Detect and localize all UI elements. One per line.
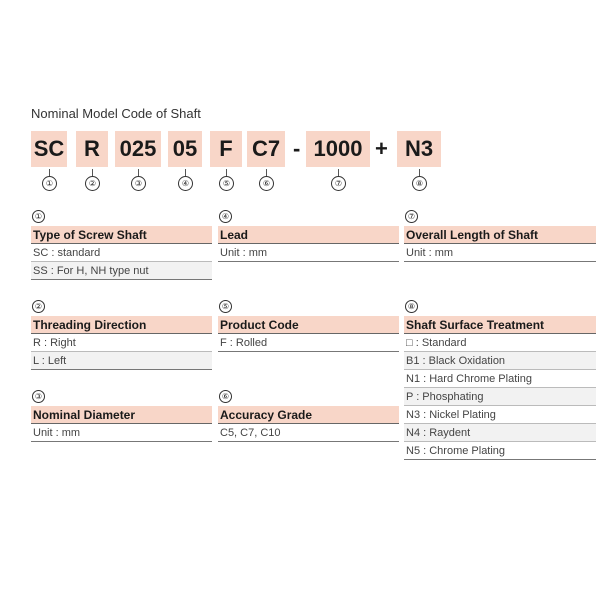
section-row: N3 : Nickel Plating (404, 406, 596, 424)
section-row: B1 : Black Oxidation (404, 352, 596, 370)
section-heading: Product Code (218, 316, 399, 334)
section-row: SS : For H, NH type nut (31, 262, 212, 280)
section-row: L : Left (31, 352, 212, 370)
marker-8: ⑧ (412, 176, 427, 191)
code-segment-1000: 1000 (306, 131, 370, 167)
section-shaft-surface-treatment (404, 316, 596, 460)
section-type-of-screw-shaft (31, 226, 212, 280)
section-marker-7: ⑦ (405, 210, 418, 223)
section-overall-length (404, 226, 596, 262)
section-row: Unit : mm (404, 244, 596, 262)
section-marker-1: ① (32, 210, 45, 223)
section-accuracy-grade (218, 406, 399, 442)
marker-3: ③ (131, 176, 146, 191)
section-row: N1 : Hard Chrome Plating (404, 370, 596, 388)
section-row: Unit : mm (218, 244, 399, 262)
section-marker-2: ② (32, 300, 45, 313)
code-segment-05: 05 (168, 131, 202, 167)
section-heading: Shaft Surface Treatment (404, 316, 596, 334)
section-row: □ : Standard (404, 334, 596, 352)
code-segment-f: F (210, 131, 242, 167)
section-marker-4: ④ (219, 210, 232, 223)
code-segment-sc: SC (31, 131, 67, 167)
section-heading: Type of Screw Shaft (31, 226, 212, 244)
section-lead (218, 226, 399, 262)
section-row: R : Right (31, 334, 212, 352)
marker-5: ⑤ (219, 176, 234, 191)
section-row: F : Rolled (218, 334, 399, 352)
section-heading: Nominal Diameter (31, 406, 212, 424)
section-row: SC : standard (31, 244, 212, 262)
section-heading: Lead (218, 226, 399, 244)
section-marker-3: ③ (32, 390, 45, 403)
section-row: N5 : Chrome Plating (404, 442, 596, 460)
marker-6: ⑥ (259, 176, 274, 191)
section-heading: Threading Direction (31, 316, 212, 334)
section-row: C5, C7, C10 (218, 424, 399, 442)
section-marker-6: ⑥ (219, 390, 232, 403)
marker-2: ② (85, 176, 100, 191)
code-segment-n3: N3 (397, 131, 441, 167)
section-nominal-diameter (31, 406, 212, 442)
code-separator-plus: + (375, 136, 388, 161)
model-code (0, 131, 600, 171)
section-row: Unit : mm (31, 424, 212, 442)
code-segment-c7: C7 (247, 131, 285, 167)
section-row: N4 : Raydent (404, 424, 596, 442)
code-segment-r: R (76, 131, 108, 167)
page-title: Nominal Model Code of Shaft (31, 106, 201, 121)
section-marker-5: ⑤ (219, 300, 232, 313)
marker-1: ① (42, 176, 57, 191)
section-row: P : Phosphating (404, 388, 596, 406)
section-marker-8: ⑧ (405, 300, 418, 313)
section-product-code (218, 316, 399, 352)
code-separator-dash: - (293, 136, 301, 161)
code-segment-025: 025 (115, 131, 161, 167)
section-threading-direction (31, 316, 212, 370)
section-heading: Accuracy Grade (218, 406, 399, 424)
marker-7: ⑦ (331, 176, 346, 191)
section-heading: Overall Length of Shaft (404, 226, 596, 244)
marker-4: ④ (178, 176, 193, 191)
